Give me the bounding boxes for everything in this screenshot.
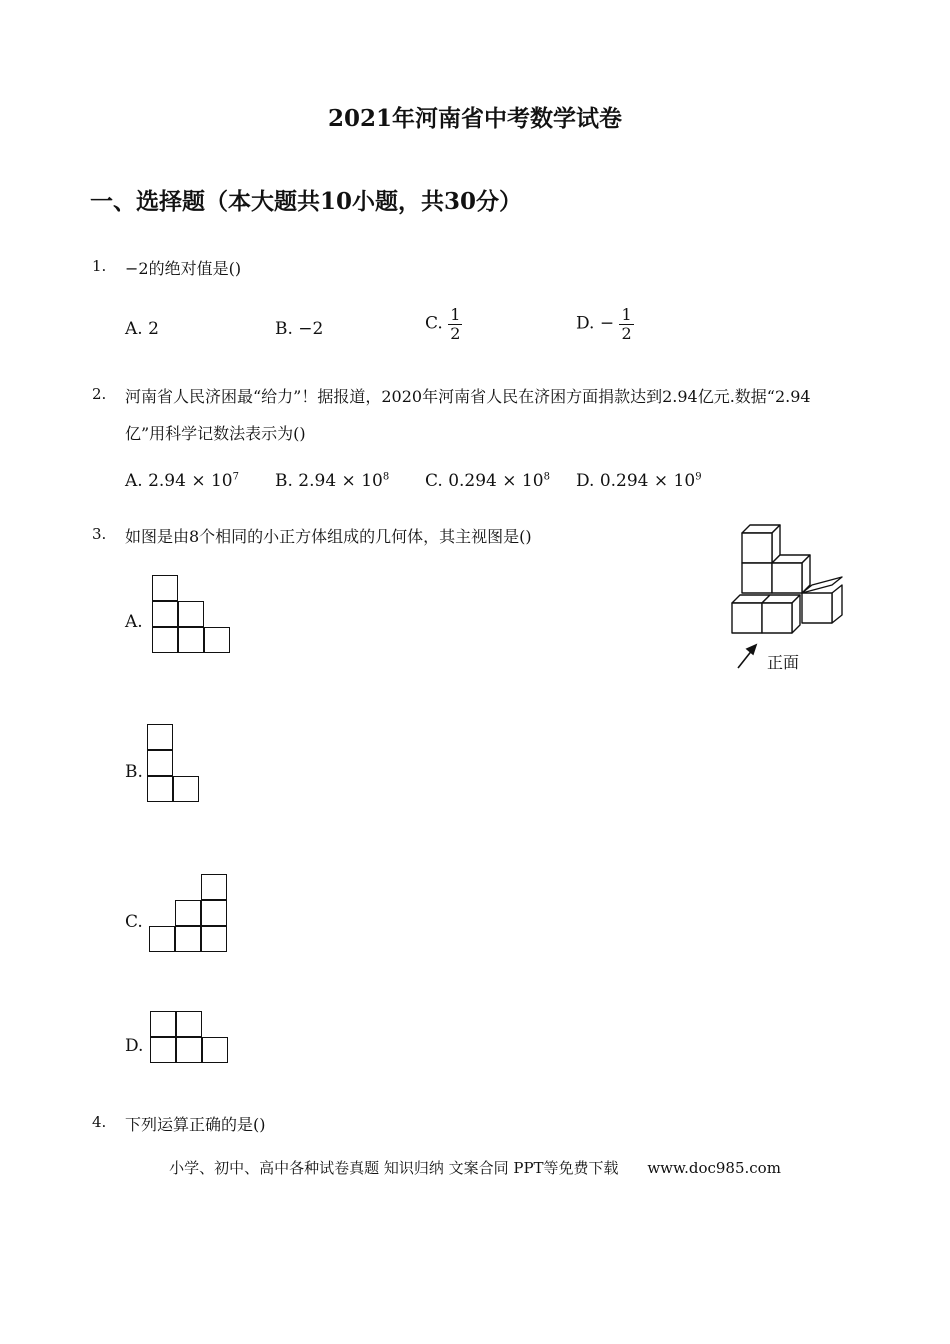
q1-option-d	[576, 306, 634, 342]
grid-cell	[152, 601, 178, 627]
grid-cell	[176, 1011, 202, 1037]
grid-cell	[150, 1011, 176, 1037]
q3-front-label: 正面	[767, 653, 800, 672]
q2-option-d	[576, 471, 702, 491]
q1-option-c-fraction	[448, 306, 462, 342]
grid-cell	[147, 724, 173, 750]
q3-text: 如图是由8个相同的小正方体组成的几何体，其主视图是()	[125, 527, 532, 546]
q2-option-d-exponent: 9	[695, 471, 702, 483]
q3-option-a: A.	[125, 612, 143, 632]
cube-side-face	[832, 585, 842, 623]
page-title: 2021年河南省中考数学试卷	[327, 105, 622, 132]
q1-option-d-fraction	[619, 306, 633, 342]
q4-number: 4.	[92, 1113, 107, 1131]
q1-option-d-label: D. −	[576, 313, 615, 334]
q1-option-c	[425, 306, 462, 342]
grid-cell	[147, 776, 173, 802]
cube-front-face	[802, 593, 832, 623]
grid-cell	[201, 900, 227, 926]
grid-cell	[178, 601, 204, 627]
q1-option-a: A. 2	[125, 319, 159, 339]
q4-text: 下列运算正确的是()	[125, 1115, 266, 1134]
q1-option-d-denominator: 2	[621, 323, 632, 343]
grid-cell	[202, 1037, 228, 1063]
q2-option-c-exponent: 8	[543, 471, 550, 483]
grid-cell	[150, 1037, 176, 1063]
q1-option-c-numerator: 1	[450, 305, 461, 324]
grid-cell	[201, 926, 227, 952]
grid-cell	[176, 1037, 202, 1063]
q3-number: 3.	[92, 525, 107, 543]
q2-text-line1: 河南省人民济困最“给力”！据报道，2020年河南省人民在济困方面捐款达到2.94亿元.数据“2.94	[125, 387, 811, 406]
grid-cell	[152, 627, 178, 653]
q1-option-c-denominator: 2	[450, 323, 461, 343]
grid-cell	[175, 926, 201, 952]
grid-cell	[152, 575, 178, 601]
grid-cell	[175, 900, 201, 926]
footer-text: 小学、初中、高中各种试卷真题 知识归纳 文案合同 PPT等免费下载	[169, 1159, 619, 1177]
q3-option-d: D.	[125, 1036, 144, 1056]
q2-option-a-base: A. 2.94 × 10	[125, 471, 233, 491]
cube-front-face	[742, 563, 772, 593]
grid-cell	[204, 627, 230, 653]
q2-option-c-base: C. 0.294 × 10	[425, 471, 544, 491]
q2-option-b-base: B. 2.94 × 10	[275, 471, 383, 491]
q2-number: 2.	[92, 385, 107, 403]
q2-option-c	[425, 471, 550, 491]
q2-option-a-exponent: 7	[232, 471, 239, 483]
section-heading: 一、选择题（本大题共10小题，共30分）	[90, 188, 523, 215]
q3-option-b: B.	[125, 762, 143, 782]
q2-text-line2: 亿”用科学记数法表示为()	[125, 424, 306, 443]
grid-cell	[149, 926, 175, 952]
q3-option-c: C.	[125, 912, 143, 932]
grid-cell	[173, 776, 199, 802]
q1-option-c-label: C.	[425, 313, 443, 334]
footer	[0, 1157, 950, 1178]
front-arrow-icon	[738, 645, 756, 668]
q1-option-b: B. −2	[275, 319, 324, 339]
q1-number: 1.	[92, 257, 107, 275]
grid-cell	[147, 750, 173, 776]
cube-front-face	[742, 533, 772, 563]
cube-front-face	[732, 603, 762, 633]
cube-front-face	[762, 603, 792, 633]
q2-option-b-exponent: 8	[382, 471, 390, 483]
q1-option-d-numerator: 1	[621, 305, 632, 324]
q2-option-b	[275, 471, 389, 491]
q2-option-a	[125, 471, 239, 491]
grid-cell	[178, 627, 204, 653]
grid-cell	[201, 874, 227, 900]
q1-text: −2的绝对值是()	[125, 259, 242, 278]
footer-url[interactable]: www.doc985.com	[647, 1159, 781, 1177]
q2-option-d-base: D. 0.294 × 10	[576, 471, 696, 491]
cube-front-face	[772, 563, 802, 593]
